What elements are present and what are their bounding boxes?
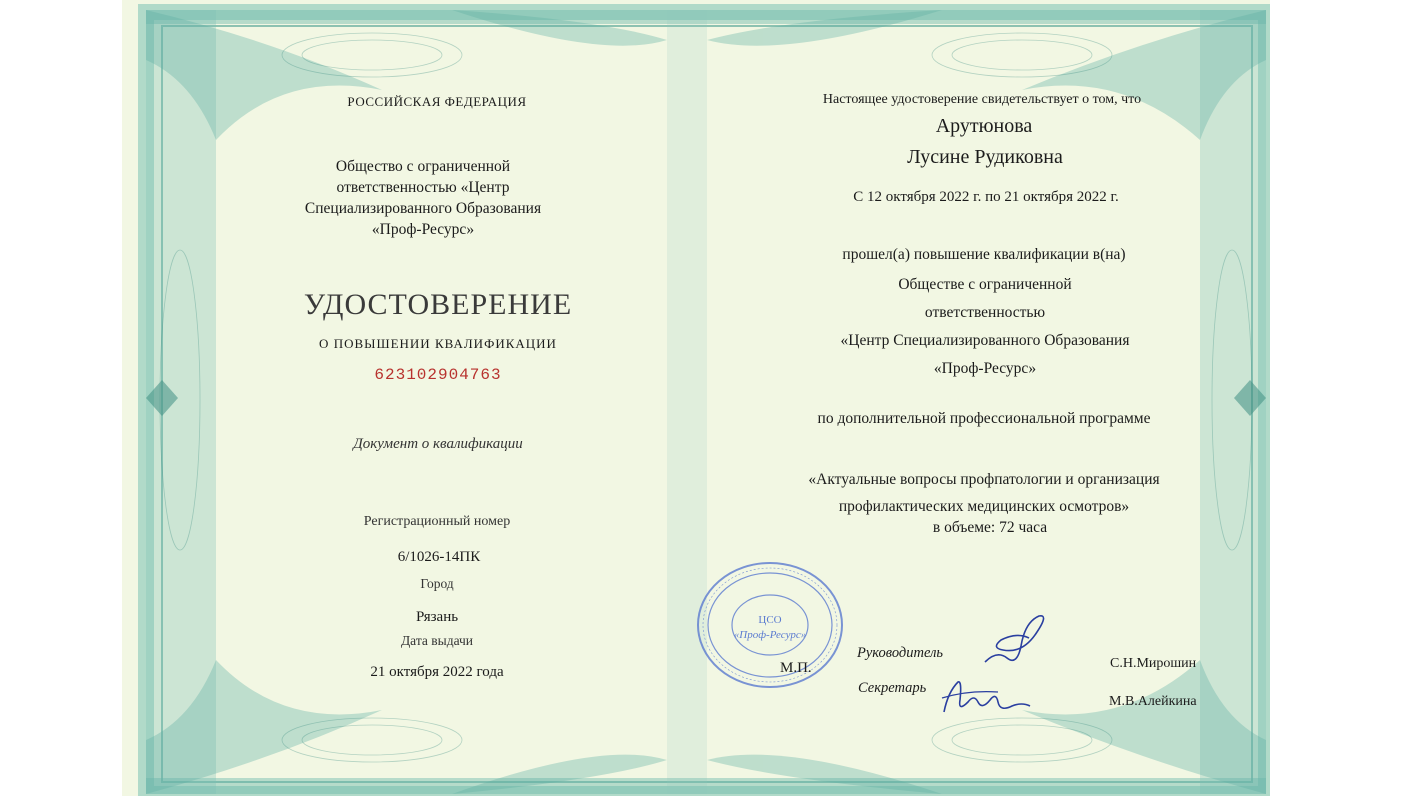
document-type: Документ о квалификации (353, 436, 523, 452)
organization-line: ответственностью (924, 304, 1046, 321)
intro-text: Настоящее удостоверение свидетельствует о том, что (822, 92, 1142, 107)
holder-surname: Арутюнова (935, 115, 1033, 137)
official-stamp (694, 560, 846, 690)
issuer-line: ответственностью «Центр (336, 179, 510, 196)
issuer-line: Общество с ограниченной (335, 158, 511, 175)
training-organization (841, 271, 1130, 383)
stamp-center-text: ЦСО (758, 614, 782, 626)
training-period: С 12 октября 2022 г. по 21 октября 2022 г. (853, 189, 1119, 205)
program-label: по дополнительной профессиональной программе (817, 410, 1151, 427)
issuer-line: Специализированного Образования (304, 200, 542, 217)
director-name: С.Н.Мирошин (1110, 656, 1197, 671)
registration-number: 6/1026-14ПК (397, 549, 481, 565)
issuer-organization (305, 156, 541, 240)
city-label: Город (420, 576, 454, 591)
document-title: УДОСТОВЕРЕНИЕ (303, 288, 573, 321)
stamp-center-text: «Проф-Ресурс» (733, 629, 807, 641)
issue-date: 21 октября 2022 года (370, 664, 504, 680)
secretary-label: Секретарь (858, 680, 927, 696)
document-subtitle: О ПОВЫШЕНИИ КВАЛИФИКАЦИИ (319, 336, 557, 351)
issue-date-label: Дата выдачи (400, 633, 474, 648)
registration-label: Регистрационный номер (363, 514, 511, 529)
secretary-name: М.В.Алейкина (1109, 694, 1197, 709)
holder-name: Лусине Рудиковна (907, 146, 1063, 168)
program-line: профилактических медицинских осмотров» (838, 498, 1130, 515)
secretary-signature (938, 672, 1034, 718)
organization-line: Обществе с ограниченной (898, 276, 1072, 293)
stamp-place-label: М.П. (780, 660, 812, 676)
program-volume: в объеме: 72 часа (932, 519, 1048, 536)
country-name: РОССИЙСКАЯ ФЕДЕРАЦИЯ (347, 94, 527, 109)
completion-text: прошел(а) повышение квалификации в(на) (842, 246, 1126, 263)
director-label: Руководитель (857, 645, 943, 661)
program-title (808, 466, 1159, 520)
serial-number: 623102904763 (374, 366, 502, 384)
organization-line: «Проф-Ресурс» (933, 360, 1037, 377)
director-signature (977, 610, 1057, 670)
certificate (122, 0, 1270, 796)
issuer-line: «Проф-Ресурс» (371, 221, 475, 238)
program-line: «Актуальные вопросы профпатологии и организация (808, 471, 1160, 488)
organization-line: «Центр Специализированного Образования (840, 332, 1130, 349)
city: Рязань (415, 609, 459, 625)
